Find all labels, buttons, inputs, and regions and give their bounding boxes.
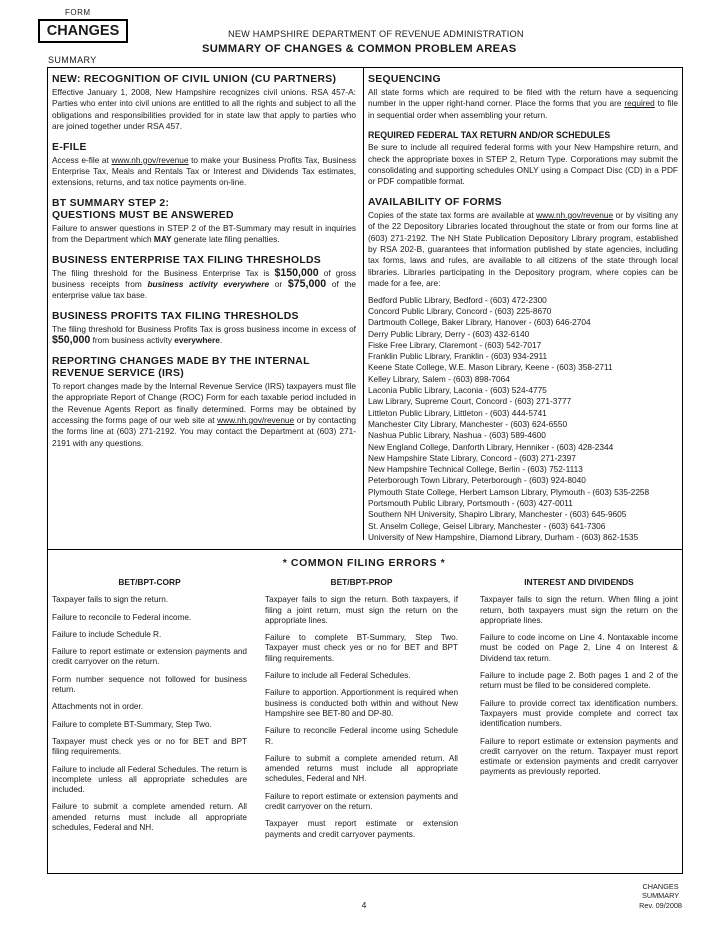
sequencing-heading: SEQUENCING	[368, 74, 441, 85]
bet-threshold-body: The filing threshold for the Business Enterprise Tax is $150,000 of gross business receipts from business activity everywhere or $75,000 of the enterprise value tax base.	[52, 266, 356, 301]
error-item: Failure to include all Federal Schedules.	[265, 671, 411, 681]
library-list-item: Kelley Library, Salem - (603) 898-7064	[368, 373, 510, 384]
library-list-item: Plymouth State College, Herbert Lamson Library, Plymouth - (603) 535-2258	[368, 486, 650, 497]
library-list-item: Derry Public Library, Derry - (603) 432-6140	[368, 328, 530, 339]
library-list-item: Littleton Public Library, Littleton - (603) 444-5741	[368, 407, 547, 418]
library-list-item: St. Anselm College, Geisel Library, Manchester - (603) 641-7306	[368, 520, 606, 531]
reporting-body: To report changes made by the Internal Revenue Service (IRS) taxpayers must file the appropriate Report of Change (ROC) Form for each taxable period included in the Revenue Agents Report as finally determined. Forms may be obtained by accessing the forms page of our web site at www.nh.gov/revenue or by contacting the forms line at (603) 271-2192. You may contact the Department at (603) 271-2191 with any questions.	[52, 380, 356, 448]
error-item: Failure to provide correct tax identification numbers. Taxpayers must provide complete and correct tax identification numbers.	[480, 698, 678, 729]
required-federal-body: Be sure to include all required federal forms with your New Hampshire return, and check the appropriate boxes in STEP 2, Return Type. Corporations may submit the consolidating and supporting schedules ONLY using a Compact Disc (CD) in a PDF or PDF compatible format.	[368, 142, 678, 187]
error-item: Failure to report estimate or extension payments and credit carryover on the return. Taxpayer must report estimate or extension payments and credit carryover payments as previously reported.	[480, 736, 678, 777]
library-list-item: University of New Hampshire, Diamond Library, Durham - (603) 862-1535	[368, 531, 639, 542]
errors-column-interest	[480, 577, 678, 785]
error-item: Failure to include page 2. Both pages 1 and 2 of the return must be filed to be considered complete.	[480, 671, 678, 691]
error-item: Form number sequence not followed for business return.	[52, 674, 247, 695]
error-item: Failure to submit a complete amended return. All amended returns must include all appropriate schedules, Federal and NH.	[52, 802, 247, 833]
library-list-item: Portsmouth Public Library, Portsmouth - (603) 427-0011	[368, 498, 573, 509]
changes-box: CHANGES	[38, 19, 128, 43]
efile-body: Access e-file at www.nh.gov/revenue to make your Business Profits Tax, Business Enterprise Tax, Meals and Rentals Tax or Interest and Dividends Tax estimates, extensions, returns, and tax notice payments on-line.	[52, 154, 356, 188]
library-list-item: New England College, Danforth Library, Henniker - (603) 428-2344	[368, 441, 614, 452]
error-item: Taxpayer fails to sign the return. When filing a joint return, both taxpayers must sign the return on the appropriate lines.	[480, 595, 678, 625]
errors-column-heading: BET/BPT-CORP	[118, 577, 181, 587]
civil-union-body: Effective January 1, 2008, New Hampshire recognizes civil unions. RSA 457-A: Parties who enter into civil unions are entitled to all the rights and subject to all the obligations and responsibilities provided for in state law that apply to parties who are joined together under RSA 457.	[52, 87, 356, 132]
errors-column-prop	[265, 577, 458, 847]
error-item: Failure to report estimate or extension payments and credit carryover on the return.	[52, 647, 247, 667]
department-name: NEW HAMPSHIRE DEPARTMENT OF REVENUE ADMINISTRATION	[228, 29, 524, 39]
library-list-item: Bedford Public Library, Bedford - (603) 472-2300	[368, 294, 547, 305]
error-item: Failure to apportion. Apportionment is required when business is conducted both within and without New Hampshire see BET-80 and DP-80.	[265, 688, 458, 718]
error-item: Failure to submit a complete amended return. All amended returns must include all appropriate schedules, Federal and NH.	[265, 753, 458, 784]
reporting-link[interactable]: www.nh.gov/revenue	[217, 414, 295, 425]
efile-link[interactable]: www.nh.gov/revenue	[111, 154, 189, 165]
availability-body: Copies of the state tax forms are available at www.nh.gov/revenue or by visiting any of the 22 Depository Libraries located throughout the state or from our forms line at (603) 271-2192. The NH State Publication Depository Library program, established by RSA 202-B, guarantees that information published by state agencies, including tax forms, laws and rules, are available to all citizens of the state through local libraries. Libraries participating in the Depository program, where copies can be made for a fee, are:	[368, 209, 678, 289]
error-item: Taxpayer fails to sign the return. Both taxpayers, if filing a joint return, must sign the return on the appropriate lines.	[265, 595, 458, 625]
library-list-item: Fiske Free Library, Claremont - (603) 542-7017	[368, 339, 542, 350]
bt-summary-body: Failure to answer questions in STEP 2 of the BT-Summary may result in inquiries from the Department which MAY generate late filing penalties.	[52, 222, 356, 245]
summary-label: SUMMARY	[48, 55, 97, 65]
left-column	[52, 74, 356, 449]
errors-title: * COMMON FILING ERRORS *	[282, 557, 446, 569]
error-item: Failure to complete BT-Summary, Step Two. Taxpayer must check yes or no for BET and BPT filing requirements.	[265, 633, 458, 663]
right-column	[368, 74, 678, 543]
bt-summary-heading-2: QUESTIONS MUST BE ANSWERED	[52, 209, 234, 221]
error-item: Failure to include Schedule R.	[52, 629, 162, 639]
library-list-item: Law Library, Supreme Court, Concord - (603) 271-3777	[368, 396, 572, 407]
error-item: Taxpayer must report estimate or extension payments and credit carryover payments.	[265, 819, 458, 839]
error-item: Failure to reconcile to Federal income.	[52, 612, 192, 622]
error-item: Failure to code income on Line 4. Nontaxable income must be coded on Page 2, Line 4 on Interest & Dividend tax return.	[480, 633, 678, 663]
page-title: SUMMARY OF CHANGES & COMMON PROBLEM AREAS	[202, 43, 517, 55]
page-number: 4	[361, 900, 367, 910]
bpt-threshold-body: The filing threshold for Business Profits Tax is gross business income in excess of $50,000 from business activity everywhere.	[52, 323, 356, 347]
reporting-heading-2: REVENUE SERVICE (IRS)	[52, 367, 184, 379]
error-item: Failure to complete BT-Summary, Step Two.	[52, 719, 212, 729]
error-item: Failure to reconcile Federal income using Schedule R.	[265, 726, 458, 746]
library-list-item: Franklin Public Library, Franklin - (603) 934-2911	[368, 351, 548, 362]
library-list-item: Concord Public Library, Concord - (603) 225-8670	[368, 305, 552, 316]
bpt-threshold-heading: BUSINESS PROFITS TAX FILING THRESHOLDS	[52, 310, 299, 322]
library-list-item: New Hampshire Technical College, Berlin - (603) 752-1113	[368, 464, 583, 475]
availability-heading: AVAILABILITY OF FORMS	[368, 196, 502, 208]
required-federal-heading: REQUIRED FEDERAL TAX RETURN AND/OR SCHEDULES	[368, 130, 611, 141]
error-item: Attachments not in order.	[52, 702, 144, 712]
library-list-item: Manchester City Library, Manchester - (603) 624-6550	[368, 418, 568, 429]
error-item: Failure to include all Federal Schedules. The return is incomplete unless all appropriate schedules are included.	[52, 764, 247, 795]
bt-summary-heading-1: BT SUMMARY STEP 2:	[52, 197, 170, 209]
errors-column-corp	[52, 577, 247, 840]
bet-threshold-heading: BUSINESS ENTERPRISE TAX FILING THRESHOLDS	[52, 254, 322, 266]
efile-heading: E-FILE	[52, 141, 87, 153]
library-list-item: Dartmouth College, Baker Library, Hanover - (603) 646-2704	[368, 317, 591, 328]
errors-column-heading: INTEREST AND DIVIDENDS	[524, 577, 634, 587]
library-list-item: Keene State College, W.E. Mason Library, Keene - (603) 358-2711	[368, 362, 613, 373]
civil-union-heading: NEW: RECOGNITION OF CIVIL UNION (CU PARTNERS)	[52, 74, 337, 85]
reporting-heading-1: REPORTING CHANGES MADE BY THE INTERNAL	[52, 355, 310, 367]
availability-link[interactable]: www.nh.gov/revenue	[536, 209, 614, 220]
column-divider	[363, 67, 364, 540]
library-list-item: Nashua Public Library, Nashua - (603) 589-4600	[368, 430, 546, 441]
error-item: Taxpayer fails to sign the return.	[52, 595, 169, 605]
sequencing-body: All state forms which are required to be filed with the return have a sequencing number in the upper right-hand corner. Place the forms that you are required to file in sequential order when assembling your return.	[368, 87, 678, 120]
form-label: FORM	[65, 8, 91, 17]
library-list-item: New Hampshire State Library, Concord - (603) 271-2397	[368, 452, 576, 463]
errors-column-heading: BET/BPT-PROP	[330, 577, 393, 587]
footer-form-id: CHANGES SUMMARY Rev. 09/2008	[639, 882, 682, 910]
library-list-item: Peterborough Town Library, Peterborough - (603) 924-8040	[368, 475, 586, 486]
error-item: Taxpayer must check yes or no for BET and BPT filing requirements.	[52, 736, 247, 757]
section-divider	[47, 549, 683, 550]
library-list	[368, 295, 678, 544]
library-list-item: Southern NH University, Shapiro Library, Manchester - (603) 645-9605	[368, 509, 627, 520]
library-list-item: Laconia Public Library, Laconia - (603) 524-4775	[368, 385, 547, 396]
error-item: Failure to report estimate or extension payments and credit carryover on the return.	[265, 791, 458, 812]
